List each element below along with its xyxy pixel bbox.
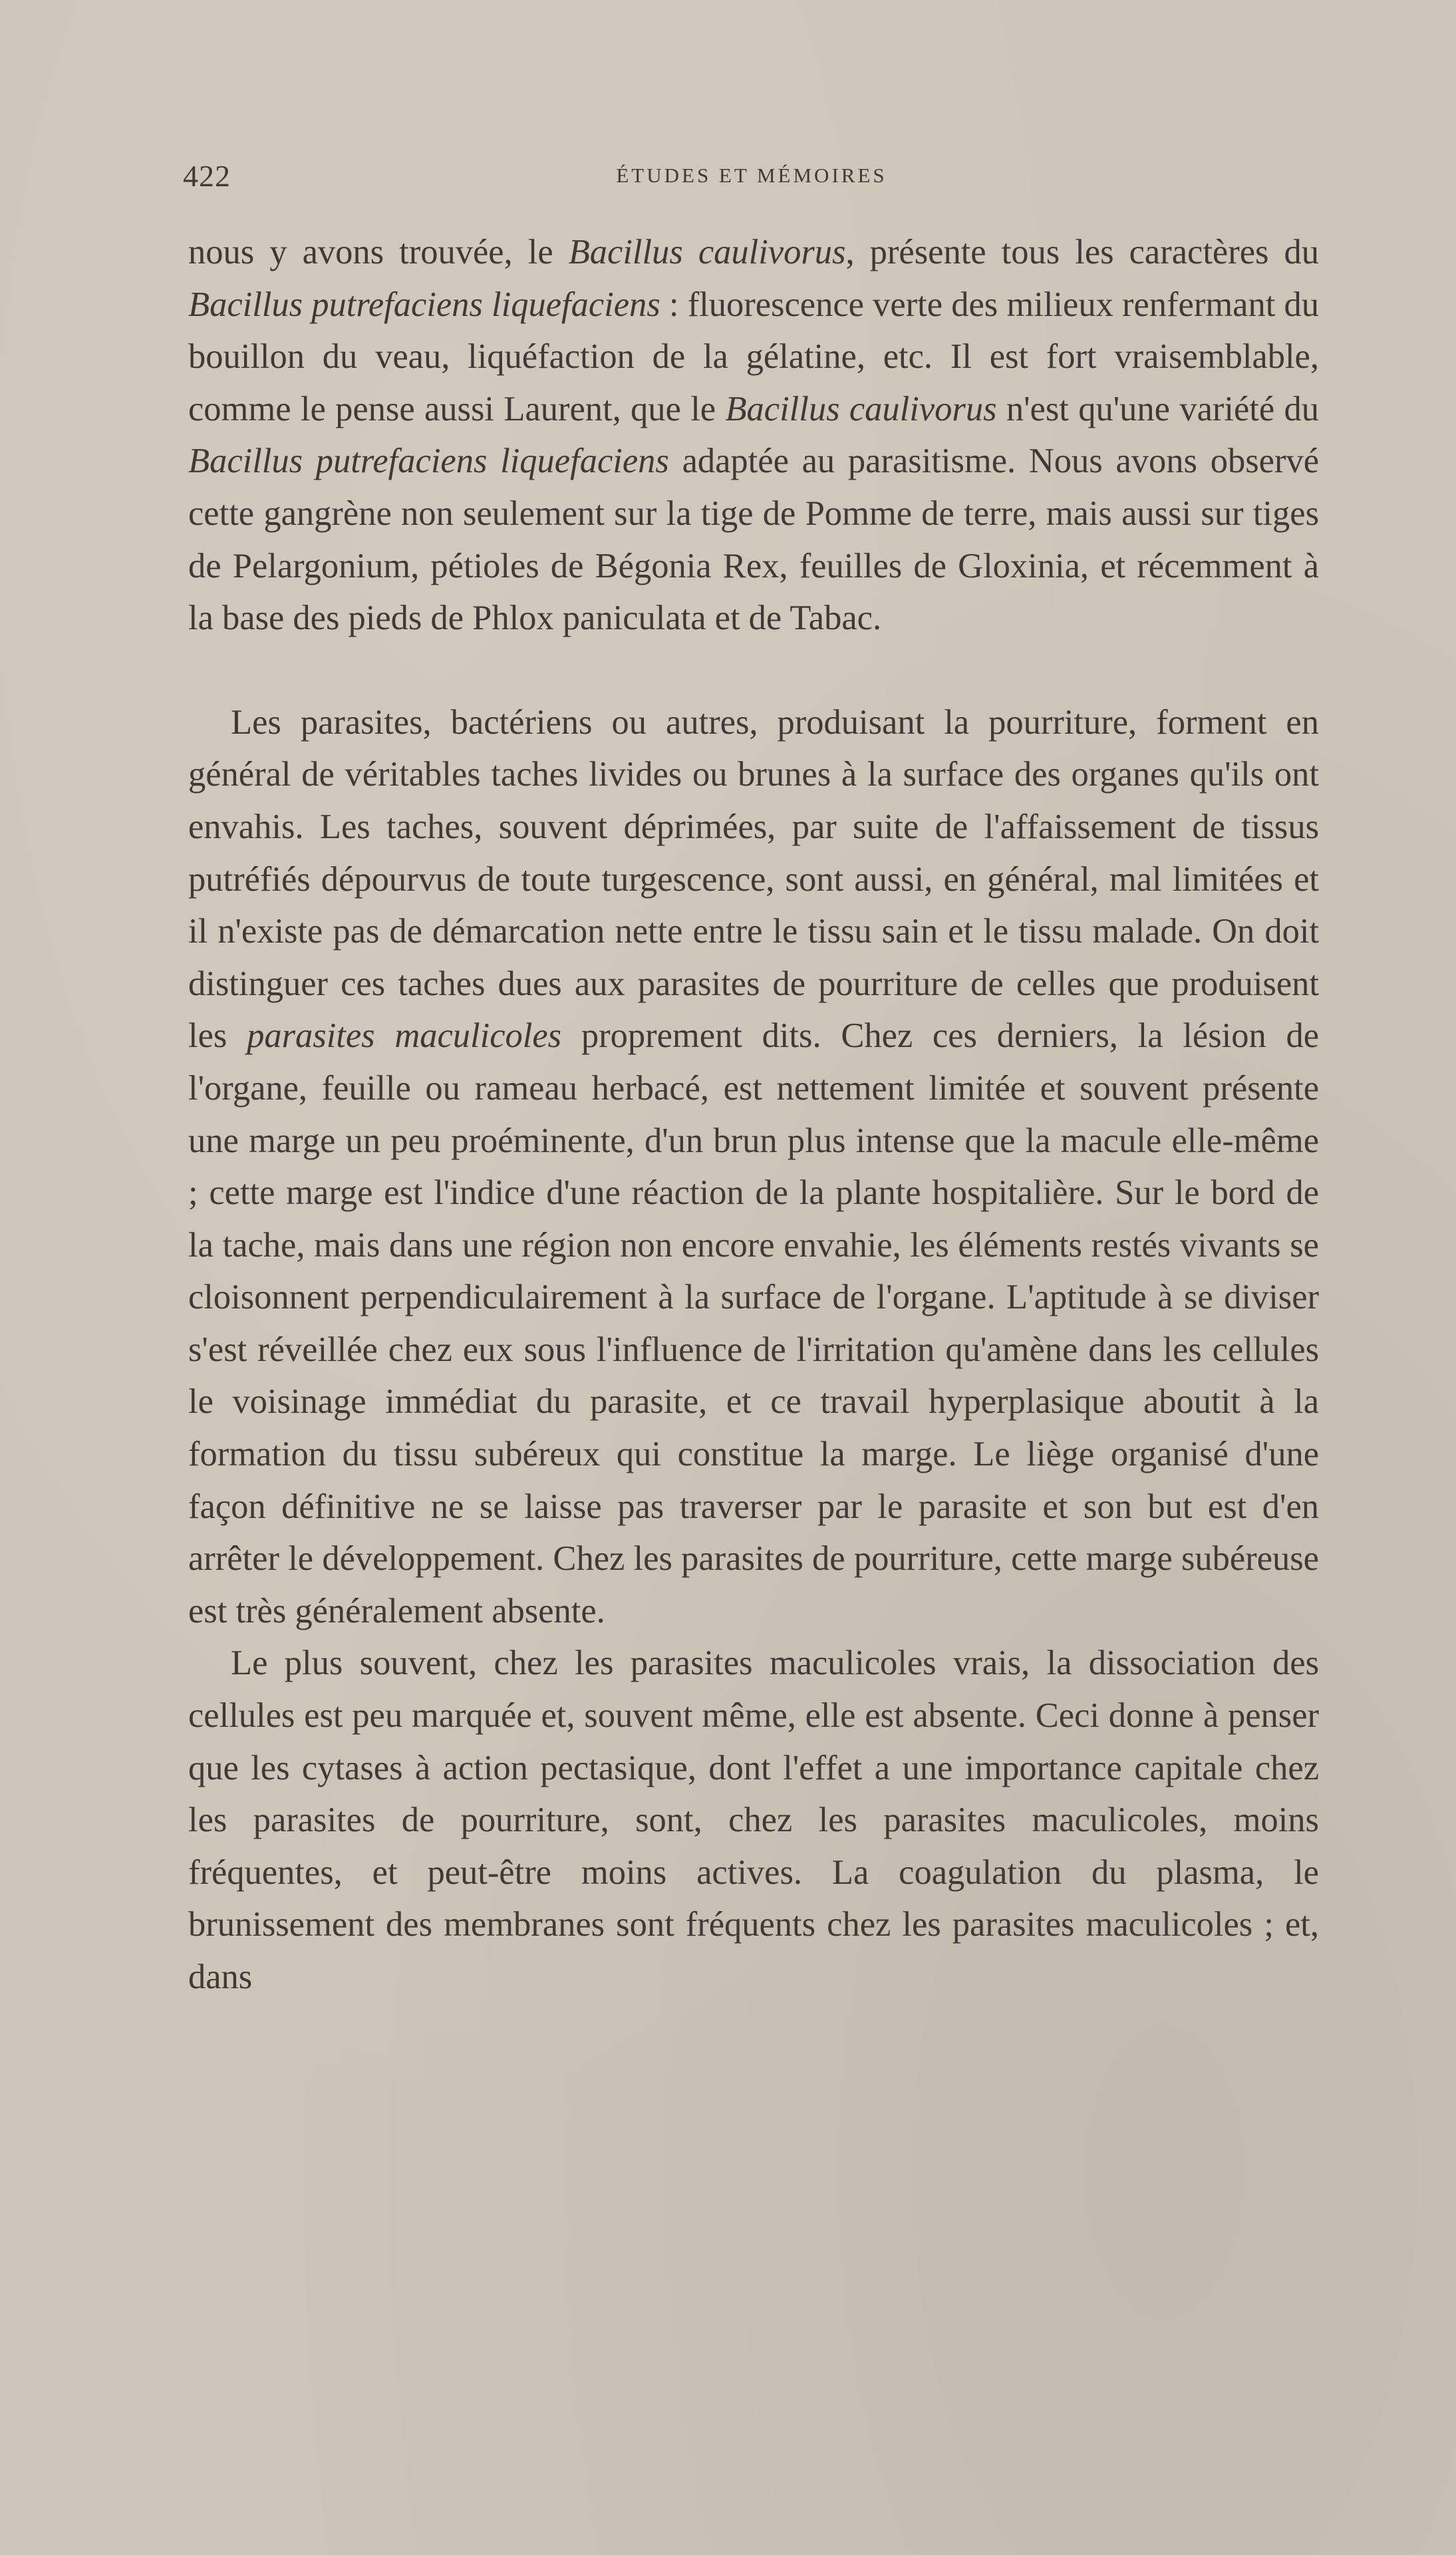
species-name: Bacillus putrefaciens liquefaciens [188, 442, 669, 481]
paragraph [188, 1637, 1319, 2003]
text-span: : fluorescence verte des milieux renfermant du bouillon du veau, liquéfaction de la gélatine, etc. Il est fort vraisemblable, comme le pense aussi Laurent, que le [188, 285, 1319, 428]
text-span: Le plus souvent, chez les parasites maculicoles vrais, la dissociation des cellules est peu marquée et, souvent même, elle est absente. Ceci donne à penser que les cytases à action pectasique, dont l'effet a une importance capitale chez les parasites de pourriture, sont, chez les parasites maculicoles, moins fréquentes, et peut-être moins actives. La coagulation du plasma, le brunissement des membranes sont fréquents chez les parasites maculicoles ; et, dans [188, 1644, 1319, 1996]
emphasis-term: parasites maculicoles [247, 1016, 562, 1056]
species-name: Bacillus caulivorus [568, 233, 846, 271]
paragraph-continued [188, 226, 1319, 645]
text-span: n'est qu'une variété du [996, 389, 1319, 428]
body-text [188, 226, 1319, 2004]
text-span: adaptée au parasitisme. Nous avons observé cette gangrène non seulement sur la tige de Pomme de terre, mais aussi sur tiges de Pelargonium, pétioles de Bégonia Rex, feuilles de Gloxinia, et récemment à la base des pieds de Phlox paniculata et de Tabac. [188, 442, 1319, 638]
species-name: Bacillus putrefaciens liquefaciens [188, 285, 660, 324]
running-head [183, 158, 1320, 198]
species-name: Bacillus caulivorus [725, 389, 997, 428]
text-span: nous y avons trouvée, le [188, 233, 569, 271]
page-number: 422 [183, 159, 231, 193]
text-span: , présente tous les caractères du [845, 233, 1319, 271]
paragraph [188, 696, 1319, 1638]
text-span: proprement dits. Chez ces derniers, la lésion de l'organe, feuille ou rameau herbacé, est nettement limitée et souvent présente une marge un peu proéminente, d'un brun plus intense que la macule elle-même ; cette marge est l'indice d'une réaction de la plante hospitalière. Sur le bord de la tache, mais dans une région non encore envahie, les éléments restés vivants se cloisonnent perpendiculairement à la surface de l'organe. L'aptitude à se diviser s'est réveillée chez eux sous l'influence de l'irritation qu'amène dans les cellules le voisinage immédiat du parasite, et ce travail hyperplasique aboutit à la formation du tissu subéreux qui constitue la marge. Le liège organisé d'une façon définitive ne se laisse pas traverser par le parasite et son but est d'en arrêter le développement. Chez les parasites de pourriture, cette marge subéreuse est très généralement absente. [188, 1016, 1320, 1630]
running-title: ÉTUDES ET MÉMOIRES [616, 164, 887, 187]
text-span: Les parasites, bactériens ou autres, produisant la pourriture, forment en général de véritables taches livides ou brunes à la surface des organes qu'ils ont envahis. Les taches, souvent déprimées, par suite de l'affaissement de tissus putréfiés dépourvus de toute turgescence, sont aussi, en général, mal limitées et il n'existe pas de démarcation nette entre le tissu sain et le tissu malade. On doit distinguer ces taches dues aux parasites de pourriture de celles que produisent les [188, 702, 1319, 1056]
